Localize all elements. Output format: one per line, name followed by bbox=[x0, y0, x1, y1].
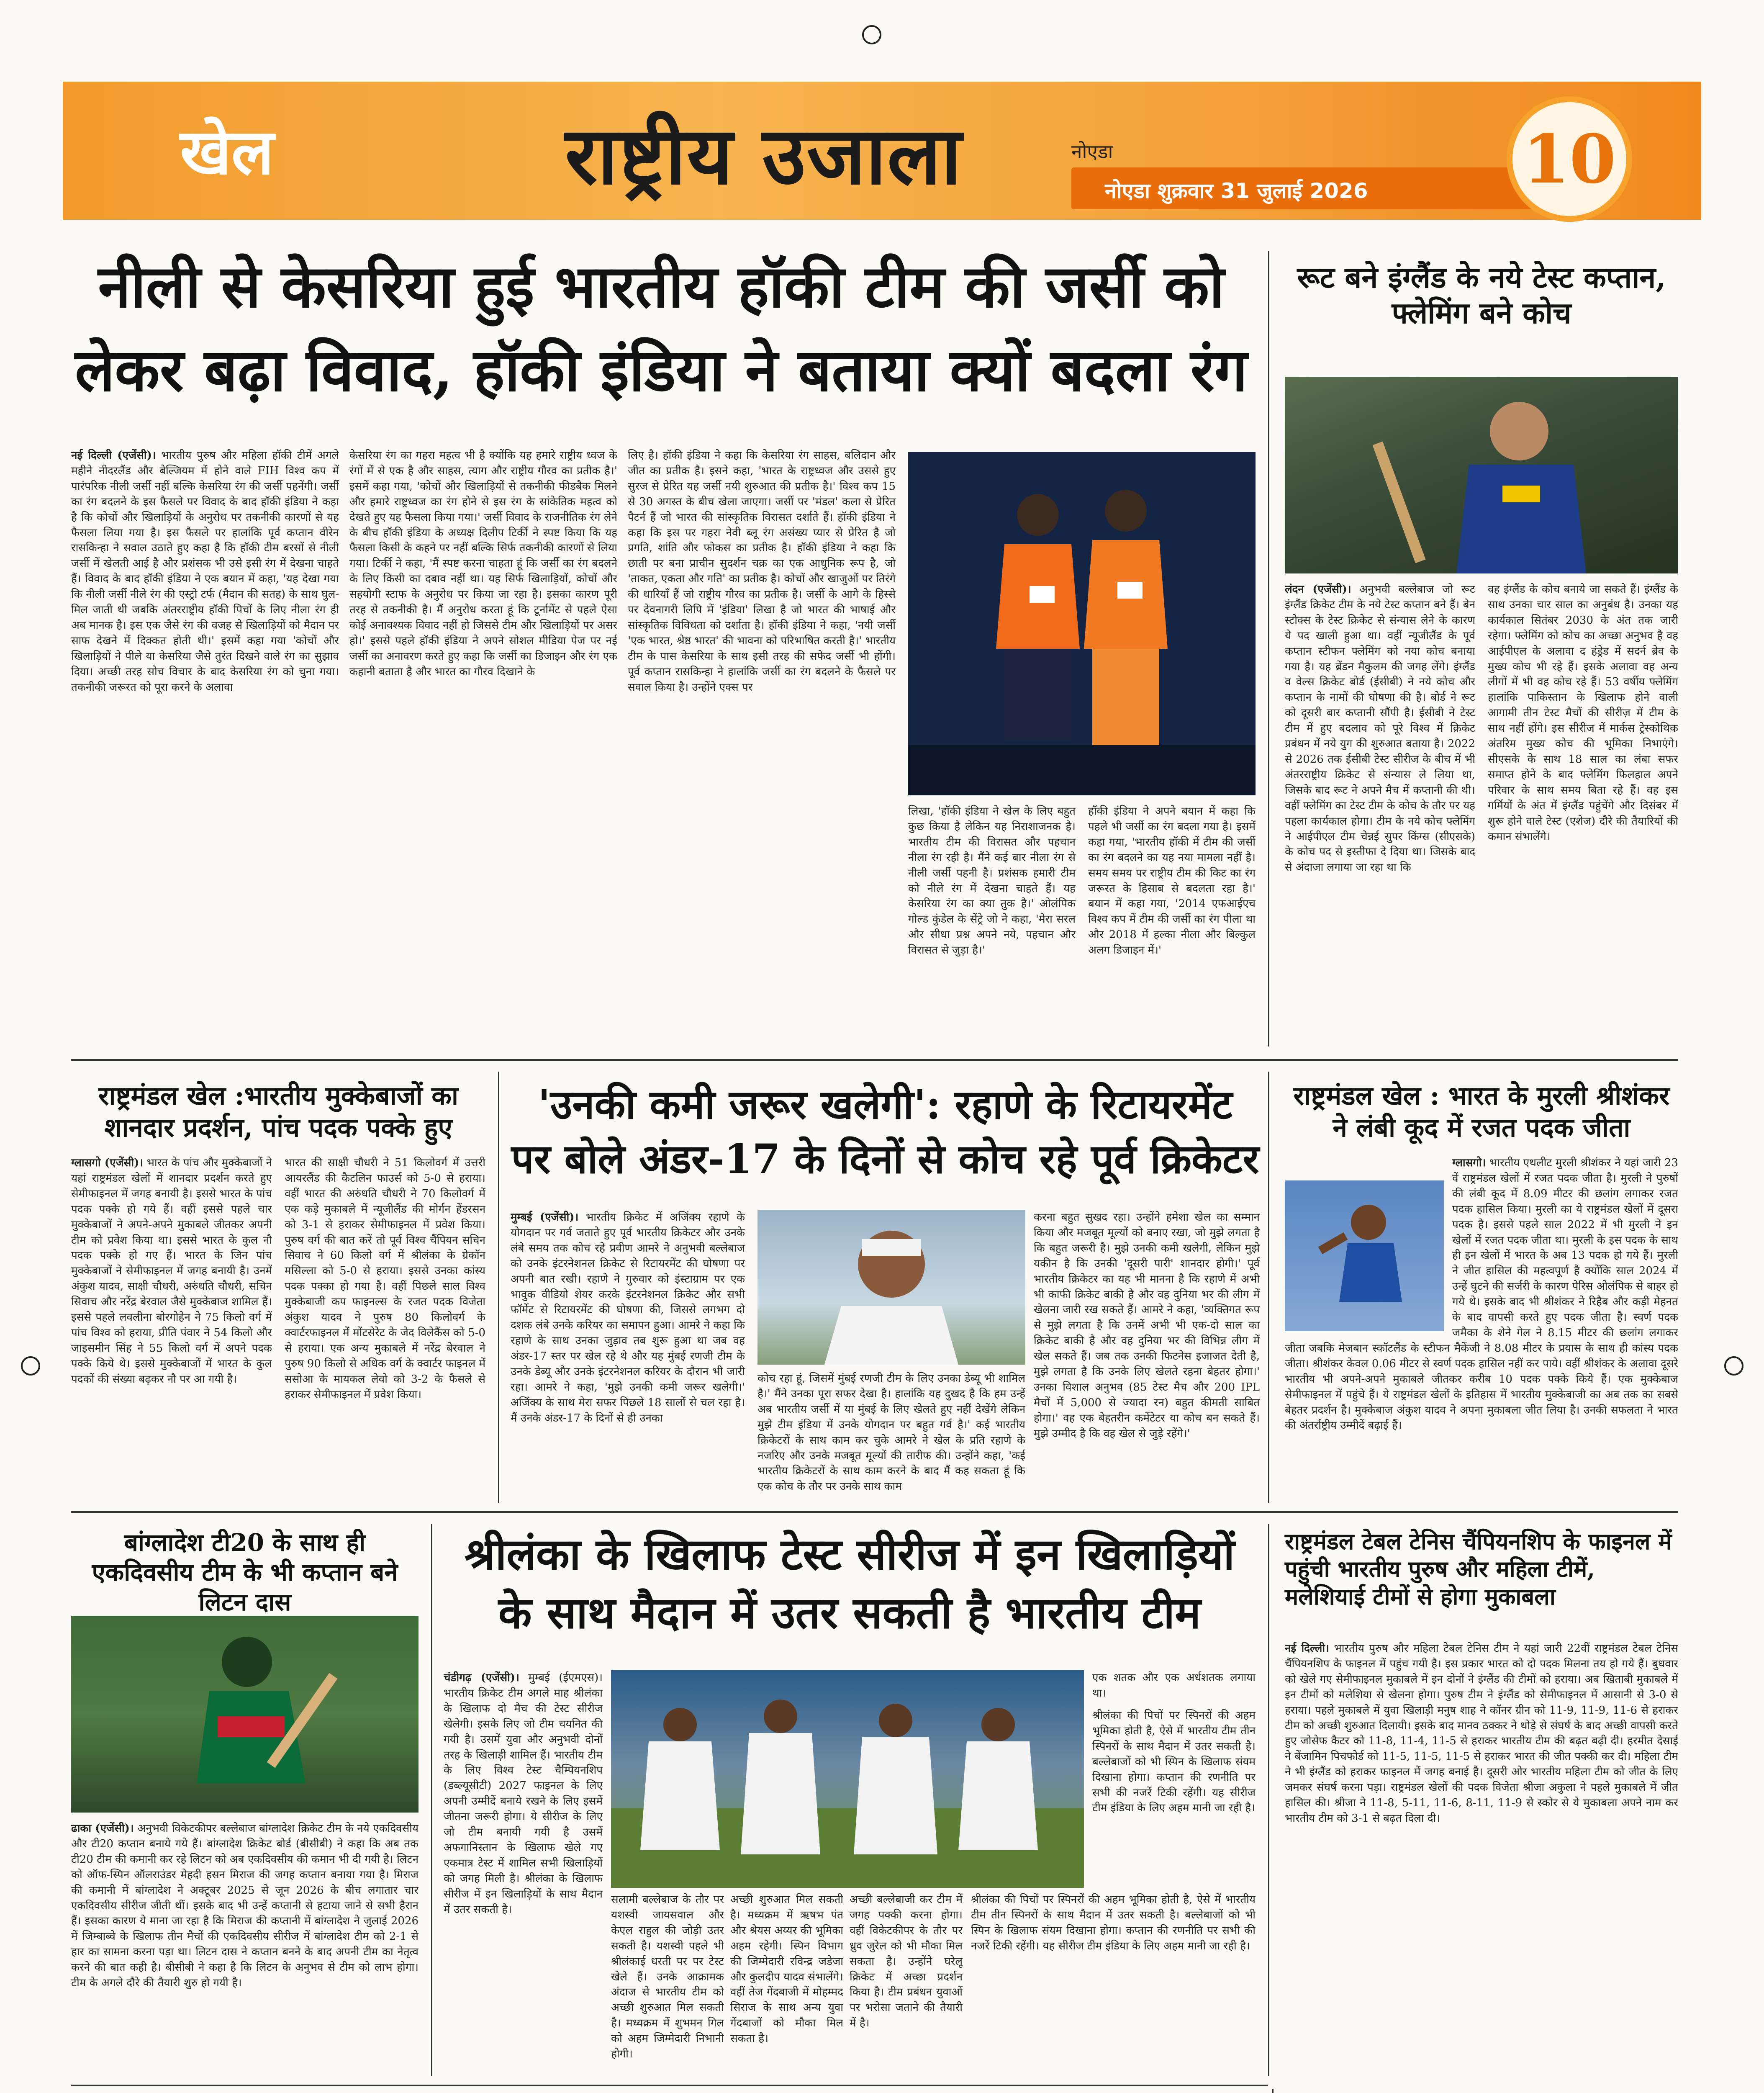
photo-wrap-spacer bbox=[1285, 1155, 1452, 1335]
litton-dateline: ढाका (एजेंसी)। bbox=[71, 1822, 134, 1835]
srilanka-headline-1: श्रीलंका के खिलाफ टेस्ट सीरीज में इन खिलाड़ियों bbox=[464, 1528, 1235, 1580]
section-label: खेल bbox=[180, 115, 274, 189]
registration-mark-right bbox=[1724, 1356, 1743, 1376]
rahane-photo bbox=[757, 1210, 1025, 1365]
litton-body bbox=[71, 1821, 419, 2072]
tt-dateline: नई दिल्ली। bbox=[1285, 1642, 1329, 1655]
root-column-2: वह इंग्लैंड के कोच बनाये जा सकते हैं। इंग्लैंड के साथ उनका चार साल का अनुबंध है। उनका यह कार्यकाल सितंबर 2030 के अंत तक जारी रहेगा। फ्लेमिंग को कोच का अच्छा अनुभव है वह आईपीएल के अलावा द हंड्रेड में सदर्न ब्रेव के मुख्य कोच भी रहे हैं। इसके अलावा वह अन्य लीगों में भी वह कोच रहे हैं। 53 वर्षीय फ्लेमिंग हालांकि पाकिस्तान के खिलाफ होने वाली आगामी तीन टेस्ट मैचों की सीरीज़ में टीम के साथ नहीं होंगे। इस सीरीज में मार्कस ट्रेस्कोथिक अंतरिम मुख्य कोच की भूमिका निभाएंगे। सीएसके के साथ 18 साल का लंबा सफर समाप्त होने के बाद फ्लेमिंग फिलहाल अपने परिवार के साथ समय बिता रहे हैं। वह इस गर्मियों के अंत में इंग्लैंड पहुंचेंगे और दिसंबर में शुरू होने वाले टेस्ट (एशेज) दौरे की तैयारियों की कमान संभालेंगे। bbox=[1488, 583, 1678, 843]
registration-mark-left bbox=[21, 1356, 40, 1376]
root-dateline: लंदन (एजेंसी)। bbox=[1285, 583, 1351, 596]
rahane-headline-1: 'उनकी कमी जरूर खलेगी': रहाणे के रिटायरमेंट bbox=[538, 1081, 1232, 1128]
tt-body bbox=[1285, 1641, 1678, 2076]
litton-headline: बांग्लादेश टी20 के साथ ही एकदिवसीय टीम के भी कप्तान बने लिटन दास bbox=[92, 1528, 398, 1616]
section-divider bbox=[71, 2085, 1268, 2086]
srilanka-column-2: सलामी बल्लेबाज के तौर पर यशस्वी जायसवाल और केएल राहुल की जोड़ी उतर सकती है। यशस्वी पहले भी श्रीलंकाई धरती पर पर टेस्ट खेले हैं। उनके आक्रामक अंदाज से भारतीय टीम को अच्छी शुरुआत मिल सकती है। मध्यक्रम में शुभमन गिल को अहम जिम्मेदारी निभानी होगी। bbox=[611, 1893, 724, 2061]
date-line: नोएडा शुक्रवार 31 जुलाई 2026 bbox=[1105, 179, 1368, 203]
hockey-below-photo-2: हॉकी इंडिया ने अपने बयान में कहा कि पहले भी जर्सी का रंग बदला गया है। इसमें कहा गया, 'भारतीय हॉकी में टीम की जर्सी का रंग बदलने का यह नया मामला नहीं है। समय समय पर राष्ट्रीय टीम की किट का रंग जरूरत के हिसाब से बदलता रहा है।' बयान में कहा गया, '2014 एफआईएच विश्व कप में टीम की जर्सी का रंग पीला था और 2018 में हल्का नीला और बिल्कुल अलग डिजाइन में।' bbox=[1088, 805, 1256, 957]
rahane-column-1 bbox=[511, 1210, 745, 1503]
sreeshankar-headline: राष्ट्रमंडल खेल : भारत के मुरली श्रीशंकर ने लंबी कूद में रजत पदक जीता bbox=[1293, 1080, 1670, 1143]
boxing-column-1 bbox=[71, 1155, 272, 1499]
page-number: 10 bbox=[1507, 96, 1632, 222]
rahane-illustration bbox=[757, 1210, 1025, 1365]
indian-team-photo bbox=[611, 1670, 1084, 1888]
hockey-jersey-photo bbox=[908, 452, 1256, 795]
tt-body-text: भारतीय पुरुष और महिला टेबल टेनिस टीम ने यहां जारी 22वीं राष्ट्रमंडल टेबल टेनिस चैंपियनशिप के फाइनल में पहुंच गयी है। इस प्रकार भारत को दो पदक मिलना तय हो गये हैं। बुधवार को खेले गए सेमीफाइनल मुकाबले में इन दोनों ने इंग्लैंड की टीमों को हराया। अब खिताबी मुकाबले में इन टीमों को मलेशिया से खेलना होगा। पुरुष टीम ने इंग्लैंड को सेमीफाइनल में आसानी से 3-0 से हराया। पहले मुकाबले में युवा खिलाड़ी मनुष शाह ने कॉनर ग्रीन को 11-9, 11-9, 11-6 से हराकर टीम को अच्छी शुरुआत दिलायी। इसके बाद मानव ठक्कर ने थोड़े से संघर्ष के बाद अच्छी वापसी करते हुए जोसेफ कैटर को 11-8, 11-4, 11-5 से हराकर भारतीय टीम की बढ़त बढ़ी दी। हरमीत देसाई ने बेंजामिन पिचफोर्ड को 11-5, 11-5, 11-5 से हराकर भारत की जीत पक्की कर दी। महिला टीम ने भी इंग्लैंड को हराकर फाइनल में जगह बनाई है। दूसरी ओर भारतीय महिला टीम को जीत के लिए जमकर संघर्ष करना पड़ा। राष्ट्रमंडल खेलों की पदक विजेता श्रीजा अकुला ने पहले मुकाबले में जीत हासिल की। श्रीजा ने 11-8, 5-11, 11-6, 8-11, 11-9 से स्कोर से ये मुकाबला अपने नाम कर भारतीय टीम को 3-1 से बढ़त दिला दी। bbox=[1285, 1642, 1678, 1825]
root-headline: रूट बने इंग्लैंड के नये टेस्ट कप्तान, फ्लेमिंग बने कोच bbox=[1297, 260, 1666, 331]
rahane-headline-2: पर बोले अंडर-17 के दिनों से कोच रहे पूर्व क्रिकेटर bbox=[511, 1135, 1259, 1183]
boxing-headline: राष्ट्रमंडल खेल :भारतीय मुक्केबाजों का शानदार प्रदर्शन, पांच पदक पक्के हुए bbox=[98, 1080, 458, 1143]
newspaper-brand: राष्ट्रीय उजाला bbox=[565, 109, 963, 202]
section-divider bbox=[71, 1511, 1678, 1513]
team-players-illustration bbox=[611, 1670, 1084, 1888]
registration-mark-top bbox=[862, 25, 881, 44]
boxing-dateline: ग्लासगो (एजेंसी)। bbox=[71, 1157, 144, 1169]
litton-photo bbox=[71, 1616, 419, 1813]
rahane-col1-text: भारतीय क्रिकेट में अजिंक्य रहाणे के योगदान पर गर्व जताते हुए पूर्व भारतीय क्रिकेटर और उनके लंबे समय तक कोच रहे प्रवीण आमरे ने अनुभवी बल्लेबाज को उनके इंटरनेशनल क्रिकेट से रिटायरमेंट की घोषणा पर अपनी बात रखी। रहाणे ने गुरुवार को इंस्टाग्राम पर एक भावुक वीडियो शेयर करके इंटरनेशनल क्रिकेट और सभी फॉर्मेट से रिटायरमेंट की घोषणा की, जिससे लगभग दो दशक लंबे उनके करियर का समापन हुआ। आमरे ने कहा कि रहाणे के साथ उनका जुड़ाव तब शुरू हुआ था जब वह अंडर-17 स्तर पर खेल रहे थे और यह मुंबई रणजी टीम के उनके डेब्यू और उनके इंटरनेशनल करियर के दौरान भी जारी रहा। आमरे ने कहा, 'मुझे उनकी कमी जरूर खलेगी।' अजिंक्य के साथ मेरा सफर पिछले 18 सालों से चल रहा है। मैं उनके अंडर-17 के दिनों से ही उनका bbox=[511, 1211, 745, 1424]
rahane-below-photo: कोच रहा हूं, जिसमें मुंबई रणजी टीम के लिए उनका डेब्यू भी शामिल है।' मैंने उनका पूरा सफर देखा है। हालांकि यह दुखद है कि हम उन्हें अब भारतीय जर्सी में या मुंबई के लिए खेलते हुए नहीं देखेंगे लेकिन मुझे टीम इंडिया में उनके योगदान पर बहुत गर्व है।' कई भारतीय क्रिकेटरों के साथ काम कर चुके आमरे ने खेल के प्रति रहाणे के नजरिए और उनके मजबूत मूल्यों की तारीफ की। उन्होंने कहा, 'कई भारतीय क्रिकेटरों के साथ काम करने के बाद मैं कह सकता हूं कि एक कोच के तौर पर उनके साथ काम bbox=[757, 1372, 1025, 1493]
section-divider bbox=[71, 1059, 1678, 1061]
hockey-headline-1: नीली से केसरिया हुई भारतीय हॉकी टीम की जर्सी को bbox=[98, 252, 1225, 321]
srilanka-headline-2: के साथ मैदान में उतर सकती है भारतीय टीम bbox=[498, 1587, 1201, 1638]
hockey-column-2: केसरिया रंग का गहरा महत्व भी है क्योंकि यह हमारे राष्ट्रीय ध्वज के रंगों में से एक है और साहस, त्याग और राष्ट्रीय गौरव का प्रतीक है।' इसमें कहा गया, 'कोचों और खिलाड़ियों से तकनीकी फीडबैक मिलने और हमारे राष्ट्रध्वज का रंग होने से इस रंग के सांकेतिक महत्व को देखते हुए यह फैसला किया गया।' जर्सी विवाद के राजनीतिक रंग लेने के बीच हॉकी इंडिया के अध्यक्ष दिलीप टिर्की ने स्पष्ट किया कि यह फैसला किसी के कहने पर नहीं बल्कि सिर्फ तकनीकी कारणों से लिया गया। टिर्की ने कहा, 'मैं स्पष्ट करना चाहता हूं कि जर्सी का रंग बदलने के लिए किसी का दबाव नहीं था। यह सिर्फ खिलाड़ियों, कोचों और सहयोगी स्टाफ के अनुरोध पर किया जा रहा है। इसका कारण पूरी तरह से तकनीकी है। मैं अनुरोध करता हूं कि टूर्नामेंट से पहले ऐसा कोई अनावश्यक विवाद नहीं हो जिससे टीम और खिलाड़ियों पर असर हो।' इससे पहले हॉकी इंडिया ने अपने सोशल मीडिया पेज पर नई जर्सी का अनावरण करते हुए कहा कि जर्सी का डिजाइन और रंग एक कहानी बताता है और भारत का गौरव दिखाने के bbox=[349, 449, 617, 678]
root-photo bbox=[1285, 377, 1678, 573]
srilanka-column-6: श्रीलंका की पिचों पर स्पिनरों की अहम भूमिका होती है, ऐसे में भारतीय टीम तीन स्पिनरों के साथ मैदान में उतर सकती है। बल्लेबाजों को भी स्पिन के खिलाफ संयम दिखाना होगा। कप्तान की रणनीति पर सभी की नजरें टिकी रहेंगी। यह सीरीज टीम इंडिया के लिए अहम मानी जा रही है। bbox=[1092, 1709, 1256, 1815]
hockey-dateline: नई दिल्ली (एजेंसी)। bbox=[71, 449, 156, 462]
column-divider bbox=[1268, 1524, 1269, 2076]
cricketer-illustration bbox=[1285, 377, 1678, 573]
brand-city-tag: नोएडा bbox=[1071, 140, 1113, 163]
srilanka-column-5: श्रीलंका की पिचों पर स्पिनरों की अहम भूमिका होती है, ऐसे में भारतीय टीम तीन स्पिनरों के साथ मैदान में उतर सकती है। बल्लेबाजों को भी स्पिन के खिलाफ संयम दिखाना होगा। कप्तान की रणनीति पर सभी की नजरें टिकी रहेंगी। यह सीरीज टीम इंडिया के लिए अहम मानी जा रही है। bbox=[971, 1893, 1256, 1952]
srilanka-column-1 bbox=[444, 1670, 603, 2076]
hockey-col1-text: भारतीय पुरुष और महिला हॉकी टीमें अगले महीने नीदरलैंड और बेल्जियम में होने वाले FIH विश्व कप में पारंपरिक नीली जर्सी नहीं बल्कि केसरिया रंग की जर्सी पहनेंगी। जर्सी का रंग बदलने के इस फैसले पर विवाद के बाद हॉकी इंडिया ने कहा है कि कोचों और खिलाड़ियों के अनुरोध पर तकनीकी कारणों से यह फैसला लिया गया है। इस फैसले पर हालांकि पूर्व कप्तान वीरेन रासकिन्हा ने सवाल उठाते हुए कहा है कि हॉकी टीम बरसों से नीली जर्सी में खेलती आई है और प्रशंसक भी उसे इसी रंग में देखना चाहते हैं। विवाद के बाद हॉकी इंडिया ने एक बयान में कहा, 'यह देखा गया कि नीली जर्सी नीले रंग की एस्ट्रो टर्फ (मैदान की सतह) के साथ घुल-मिल जाती थी जबकि अंतरराष्ट्रीय हॉकी पिचों के लिए नीला रंग ही अब मानक है। इस एक जैसे रंग की वजह से खिलाड़ियों को मैदान पर साफ देखने में दिक्कत होती थी।' इसमें कहा गया 'कोचों और खिलाड़ियों ने पीले या केसरिया जैसे तुरंत दिखने वाले रंग का सुझाव दिया। अच्छी तरह सोच विचार के बाद केसरिया रंग को चुना गया। तकनीकी जरूरत को पूरा करने के अलावा bbox=[71, 449, 339, 694]
column-divider bbox=[498, 1072, 499, 1503]
batsman-illustration bbox=[71, 1616, 419, 1813]
hockey-below-photo-1: लिखा, 'हॉकी इंडिया ने खेल के लिए बहुत कुछ किया है लेकिन यह निराशाजनक है। भारतीय टीम की विरासत और पहचान नीला रंग रही है। मैंने कई बार नीला रंग से नीली जर्सी पहनी है। प्रशंसक हमारी टीम को नीले रंग में देखना चाहते हैं। यह केसरिया रंग का क्या तुक है।' ओलंपिक गोल्ड कुंडेल के सेंट्रे जो ने कहा, 'मेरा सरल और सीधा प्रश्न अपने नये, पहचान और विरासत से जुड़ा है।' bbox=[908, 805, 1076, 957]
root-col1-text: अनुभवी बल्लेबाज जो रूट इंग्लैंड क्रिकेट टीम के नये टेस्ट कप्तान बने हैं। बेन स्टोक्स के टेस्ट क्रिकेट से संन्यास लेने के कारण ये पद खाली हुआ था। वहीं न्यूजीलैंड के पूर्व कप्तान स्टीफन फ्लेमिंग को नया कोच बनाया गया है। यह ब्रेंडन मैकुलम की जगह लेंगे। इंग्लैंड व वेल्स क्रिकेट बोर्ड (ईसीबी) ने नये कोच और कप्तान के नामों की घोषणा की है। बोर्ड ने रूट को दूसरी बार कप्तानी सौंपी है। ईसीबी ने टेस्ट टीम में हुए बदलाव को पूरे विश्व में क्रिकेट प्रबंधन में नये युग की शुरुआत बताया है। 2022 से 2026 तक ईसीबी टेस्ट सीरीज के बीच में भी अंतरराष्ट्रीय क्रिकेट से संन्यास ले लिया था, जिसके बाद रूट ने अपने मैच में कप्तानी की थी। वहीं फ्लेमिंग का टेस्ट टीम के कोच के तौर पर यह पहला कार्यकाल होगा। टीम के नये कोच फ्लेमिंग ने आईपीएल टीम चेन्नई सुपर किंग्स (सीएसके) के कोच पद से इस्तीफा दे दिया था। जिसके बाद से अंदाजा लगाया जा रहा था कि bbox=[1285, 583, 1475, 874]
tt-headline: राष्ट्रमंडल टेबल टेनिस चैंपियनशिप के फाइनल में पहुंची भारतीय पुरुष और महिला टीमें, मलेशियाई टीमों से होगा मुकाबला bbox=[1285, 1528, 1672, 1610]
hockey-headline-2: लेकर बढ़ा विवाद, हॉकी इंडिया ने बताया क्यों बदला रंग bbox=[75, 336, 1248, 405]
boxing-column-2: भारत की साक्षी चौधरी ने 51 किलोवर्ग में उत्तरी आयरलैंड की कैटलिन फाउर्स को 5-0 से हराया। वहीं भारत की अरुंधति चौधरी ने 70 किलोवर्ग में एक कड़े मुकाबले में न्यूजीलैंड की मोर्गन हेंडरसन को 3-1 से हराकर सेमीफाइनल में प्रवेश किया। पुरुष वर्ग की बात करें तो पूर्व विश्व चैंपियन सचिन सिवाच ने 60 किलो वर्ग में श्रीलंका के ग्रेकॉन मसिल्ला को 5-0 से हराया। इससे उनका कांस्य पदक पक्का हो गया है। वहीं पिछले साल विश्व मुक्केबाजी कप फाइनल्स के रजत पदक विजेता अंकुश यादव ने पुरुष 80 किलोवर्ग के क्वार्टरफाइनल में मोंटसेरेट के जेद विलेकैंस को 5-0 से हराया। एक अन्य मुकाबले में नरेंद्र बेरवाल ने पुरुष 90 किलो से अधिक वर्ग के क्वार्टर फाइनल में ससोआ के मायकल लेवो को 3-2 के फैसले से हराकर सेमीफाइनल में प्रवेश किया। bbox=[285, 1157, 485, 1401]
column-divider bbox=[1272, 2089, 1274, 2093]
rahane-column-2: करना बहुत सुखद रहा। उन्होंने हमेशा खेल का सम्मान किया और मजबूत मूल्यों को बनाए रखा, जो मुझे लगता है कि बहुत जरूरी है। मुझे उनकी कमी खलेगी, लेकिन मुझे यकीन है कि उनकी 'दूसरी पारी' शानदार होगी।' पूर्व भारतीय क्रिकेटर का यह भी मानना है कि रहाणे में अभी भी काफी क्रिकेट बाकी है और वह दुनिया भर की लीग में खेलना जारी रख सकते हैं। आमरे ने कहा, 'व्यक्तिगत रूप से मुझे लगता है कि उनमें अभी भी एक-दो साल का क्रिकेट बाकी है और वह दुनिया भर की विभिन्न लीग में खेल सकते हैं। जब तक उनकी फिटनेस इजाजत देती है, मुझे लगता है कि उनके लिए खेलते रहना बेहतर होगा।' उनका विशाल अनुभव (85 टेस्ट मैच और 200 IPL मैचों में 5,000 से ज्यादा रन) बहुत कीमती साबित होगा।' वह एक बेहतरीन कमेंटेटर या कोच बन सकते हैं। मुझे उम्मीद है कि वह खेल से जुड़े रहेंगे।' bbox=[1034, 1211, 1260, 1440]
srilanka-column-3: अच्छी शुरुआत मिल सकती है। मध्यक्रम में ऋषभ पंत और श्रेयस अय्यर की भूमिका अहम रहेगी। स्पिन विभाग की जिम्मेदारी रविन्द्र जडेजा और कुलदीप यादव संभालेंगे। वहीं तेज गेंदबाजी में मोहम्मद सिराज के साथ अन्य युवा गेंदबाजों को मौका मिल सकता है। bbox=[730, 1893, 843, 2045]
sreeshankar-body-text: भारतीय एथलीट मुरली श्रीशंकर ने यहां जारी 23 वें राष्ट्रमंडल खेलों में रजत पदक जीता है। मुरली ने पुरुषों की लंबी कूद में 8.09 मीटर की छलांग लगाकर रजत पदक हासिल किया। मुरली का ये राष्ट्रमंडल खेलों में दूसरा पदक है। इससे पहले साल 2022 में भी मुरली ने इन खेलों में रजत पदक जीता था। मुरली के इस पदक के साथ ही इन खेलों में भारत के अब 13 पदक हो गये हैं। मुरली ने जीत हासिल की महत्वपूर्ण है क्योंकि साल 2024 में उन्हें घुटने की सर्जरी के कारण पेरिस ओलंपिक से बाहर हो गये थे। इसके बाद भी श्रीशंकर ने रिहैब और कड़ी मेहनत के बाद वापसी करते हुए पदक जीता है। स्वर्ण पदक जमैका के शेने गेल ने 8.15 मीटर की छलांग लगाकर जीता जबकि मेजबान स्कॉटलैंड के स्टीफन मैकेंजी ने 8.08 मीटर के प्रयास के साथ ही कांस्य पदक जीता। श्रीशंकर केवल 0.06 मीटर से स्वर्ण पदक हासिल नहीं कर पाये। वहीं श्रीशंकर के अलावा दूसरे भारतीय भी अपने-अपने मुकाबले जीतकर करीब 10 पदक पक्के किये हैं। एक मुक्केबाज सेमीफाइनल में पहुंचे हैं। ये राष्ट्रमंडल खेलों के इतिहास में भारतीय मुक्केबाजी का अब तक का सबसे बेहतर प्रदर्शन है। मुक्केबाज अंकुश यादव ने अपना मुकाबला जीत लिया है। उनकी सफलता ने भारत की अंतर्राष्ट्रीय उम्मीदें बढ़ाई हैं। bbox=[1285, 1157, 1678, 1432]
column-divider bbox=[1268, 251, 1269, 1046]
srilanka-col1-text: मुम्बई (ईएमएस)। भारतीय क्रिकेट टीम अगले माह श्रीलंका के खिलाफ दो मैच की टेस्ट सीरीज खेलेगी। इसके लिए जो टीम चयनित की गयी है। उसमें युवा और अनुभवी दोनों तरह के खिलाड़ी शामिल हैं। भारतीय टीम के लिए विश्व टेस्ट चैम्पियनशिप (डब्ल्यूसीटी) 2027 फाइनल के लिए अपनी उम्मीदें बनाये रखने के लिए इसमें जीतना जरूरी होगा। ये सीरीज के लिए जो टीम बनायी गयी है उसमें अफगानिस्तान के खिलाफ खेले गए एकमात्र टेस्ट में शामिल सभी खिलाड़ियों को जगह मिली है। श्रीलंका के खिलाफ सीरीज में इन खिलाड़ियों के साथ मैदान में उतर सकती है। bbox=[444, 1671, 603, 1916]
hockey-column-3: लिए है। हॉकी इंडिया ने कहा कि केसरिया रंग साहस, बलिदान और जीत का प्रतीक है। इसने कहा, 'भारत के राष्ट्रध्वज और उससे हुए सुरज से प्रेरित यह जर्सी नयी शुरुआत की प्रतीक है।' विश्व कप 15 से 30 अगस्त के बीच खेला जाएगा। जर्सी पर 'मंडल' कला से प्रेरित पैटर्न हैं जो भारत की सांस्कृतिक विरासत दर्शाते हैं। हॉकी इंडिया ने कहा कि इस पर गहरा नेवी ब्लू रंग असंख्य प्यार से प्रेरित है जो प्रगति, शांति और फोकस का प्रतीक है। हॉकी इंडिया ने कहा कि छाती पर बना प्राचीन सुदर्शन चक्र का एक आधुनिक रूप है, जो 'ताकत, एकता और गति' का प्रतीक है। कोचों और खाजुओं पर तिरंगे की धारियाँ हैं जो राष्ट्रीय गौरव का प्रतीक है। जर्सी के आगे के हिस्से पर देवनागरी लिपि में 'इंडिया' लिखा है जो भारत की भाषाई और सांस्कृतिक विविधता को दर्शाता है। हॉकी इंडिया ने कहा, 'नयी जर्सी 'एक भारत, श्रेष्ठ भारत' की भावना को परिभाषित करती है।' भारतीय टीम के पास केसरिया के साथ इसी तरह की सफेद जर्सी भी होंगी। पूर्व कप्तान रासकिन्हा ने हालांकि जर्सी का रंग बदलने के फैसले पर सवाल किया है। उन्होंने एक्स पर bbox=[628, 449, 896, 694]
srilanka-column-4: अच्छी बल्लेबाजी कर टीम में जगह पक्की करना होगा। वहीं विकेटकीपर के तौर पर ध्रुव जुरेल को भी मौका मिल सकता है। उन्होंने घरेलू क्रिकेट में अच्छा प्रदर्शन किया है। टीम प्रबंधन युवाओं पर भरोसा जताने की तैयारी में है। bbox=[850, 1893, 963, 2030]
hockey-column-1 bbox=[71, 448, 339, 1046]
litton-body-text: अनुभवी विकेटकीपर बल्लेबाज बांग्लादेश क्रिकेट टीम के नये एकदिवसीय और टी20 कप्तान बनाये गये हैं। बांग्लादेश क्रिकेट बोर्ड (बीसीबी) ने कहा कि अब तक टी20 टीम की कमानी कर रहे लिटन को अब एकदिवसीय की कमान भी दी गयी है। लिटन को ऑफ-स्पिन ऑलराउंडर मेहदी हसन मिराज की जगह कप्तान बनाया गया है। मिराज की कमानी में बांग्लादेश ने अक्टूबर 2025 से जून 2026 के बीच लगातार चार एकदिवसीय सीरीज जीती थीं। इसके बाद भी उन्हें कप्तानी से हटाया जाने से सभी हैरान हैं। इसका कारण ये माना जा रहा है कि मिराज की कप्तानी में बांग्लादेश ने जुलाई 2026 में जिम्बाब्वे के खिलाफ तीन मैचों की एकदिवसीय सीरीज में बांग्लादेश टीम को 2-1 से हार का सामना करना पड़ा था। लिटन दास ने कप्तान बनने के बाद अपनी टीम का नेतृत्व करने की बात कही है। बीसीबी ने कहा है कि लिटन के अनुभव से टीम को लाभ होगा। टीम के अगले दौरे की तैयारी शुरु हो गयी है। bbox=[71, 1822, 419, 1990]
boxing-col1-text: भारत के पांच और मुक्केबाजों ने यहां राष्ट्रमंडल खेलों में शानदार प्रदर्शन करते हुए सेमीफाइनल में जगह बनायी है। इससे भारत के पांच पदक पक्के हो गये हैं। वहीं इससे पहले चार मुक्केबाजों ने अपने-अपने मुकाबले जीतकर अपनी टीम को प्रवेश किया था। इससे भारत के कुल नौ पदक पक्के हो गए हैं। भारत के जिन पांच मुक्केबाजों ने सेमीफाइनल में जगह बनायी है। उनमें अंकुश यादव, साक्षी चौधरी, अरुंधति चौधरी, सचिन सिवाच और नरेंद्र बेरवाल जैसे मुक्केबाज शामिल हैं। इससे पहले लवलीना बोरगोहेन ने 75 किलो वर्ग में पांच विश्व को हराया, प्रीति पंवार ने 54 किलो और जाइसमीन सिंह ने 55 किलो वर्ग में अपने पदक पक्के किये थे। इससे मुक्केबाजों में भारत के कुल पदकों की संख्या बढ़कर नौ पर आ गयी है। bbox=[71, 1157, 272, 1386]
sreeshankar-dateline: ग्लासगो। bbox=[1452, 1157, 1486, 1169]
jersey-players-illustration bbox=[908, 452, 1256, 795]
root-column-1 bbox=[1285, 582, 1475, 1046]
srilanka-dateline: चंडीगढ़ (एजेंसी)। bbox=[444, 1671, 519, 1684]
column-divider bbox=[1268, 1072, 1269, 1503]
column-divider bbox=[431, 1524, 432, 2076]
rahane-dateline: मुम्बई (एजेंसी)। bbox=[511, 1211, 579, 1224]
srilanka-right-lead: एक शतक और एक अर्धशतक लगाया था। bbox=[1092, 1671, 1256, 1700]
sreeshankar-body bbox=[1285, 1155, 1678, 1503]
